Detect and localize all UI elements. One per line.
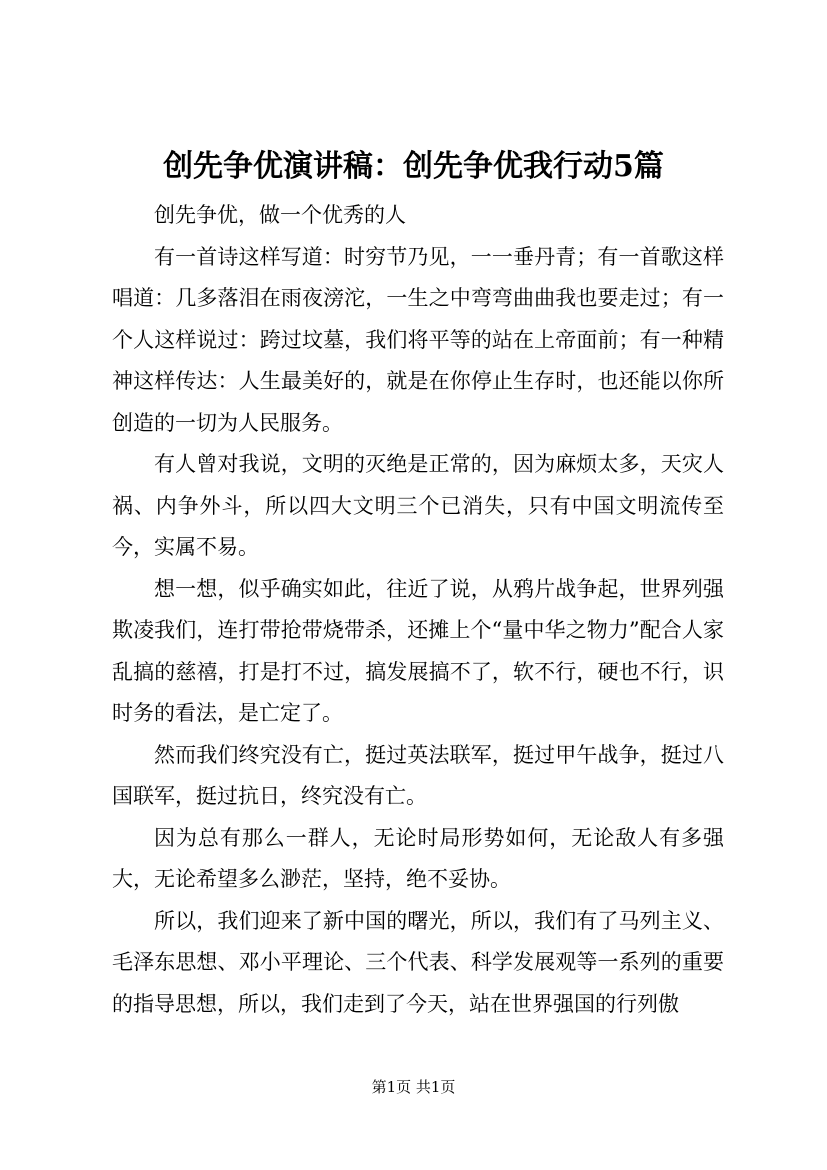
- paragraph: 想一想，似乎确实如此，往近了说，从鸦片战争起，世界列强欺凌我们，连打带抢带烧带杀，还摊上个“量中华之物力”配合人家乱搞的慈禧，打是打不过，搞发展搞不了，软不行，硬也不行，识时务的看法，是亡定了。: [112, 576, 724, 725]
- paragraph: 所以，我们迎来了新中国的曙光，所以，我们有了马列主义、毛泽东思想、邓小平理论、三个代表、科学发展观等一系列的重要的指导思想，所以，我们走到了今天，站在世界强国的行列傲: [112, 908, 724, 1016]
- paragraph: 因为总有那么一群人，无论时局形势如何，无论敌人有多强大，无论希望多么渺茫，坚持，绝不妥协。: [112, 825, 724, 891]
- paragraph: 有人曾对我说，文明的灭绝是正常的，因为麻烦太多，天灾人祸、内争外斗，所以四大文明三个已消失，只有中国文明流传至今，实属不易。: [112, 452, 724, 559]
- paragraph: 然而我们终究没有亡，挺过英法联军，挺过甲午战争，挺过八国联军，挺过抗日，终究没有亡。: [112, 742, 724, 808]
- document-body: [112, 195, 724, 1025]
- paragraph-subtitle: 创先争优，做一个优秀的人: [154, 203, 406, 227]
- paragraph: 有一首诗这样写道：时穷节乃见，一一垂丹青；有一首歌这样唱道：几多落泪在雨夜滂沱，一生之中弯弯曲曲我也要走过；有一个人这样说过：跨过坟墓，我们将平等的站在上帝面前；有一种精神这样传达：人生最美好的，就是在你停止生存时，也还能以你所创造的一切为人民服务。: [112, 244, 724, 435]
- document-title: 创先争优演讲稿：创先争优我行动5篇: [163, 149, 664, 184]
- page-number-footer: 第1页 共1页: [371, 1078, 456, 1096]
